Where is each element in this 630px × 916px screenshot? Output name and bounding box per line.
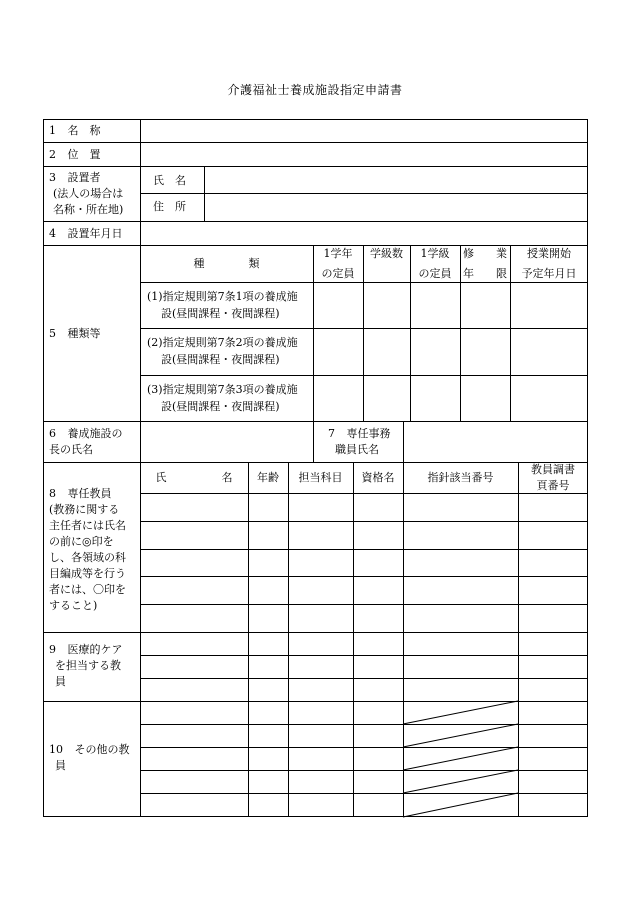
row1-text: 名 称 bbox=[67, 124, 101, 137]
row8-note-6: 者には、〇印を bbox=[49, 583, 126, 596]
row10-label-2: 員 bbox=[55, 759, 66, 772]
slash-line bbox=[403, 701, 518, 724]
row5-number: 5 bbox=[49, 327, 56, 340]
row3-label bbox=[49, 169, 101, 186]
page-number-header-1: 教員調書 bbox=[531, 463, 575, 476]
row8-note-1: (教務に関する bbox=[49, 503, 120, 516]
slash-line bbox=[403, 747, 518, 770]
clerk-name-field[interactable] bbox=[404, 422, 587, 462]
row6-text-1: 養成施設の bbox=[67, 427, 123, 440]
start-date-header-1: 授業開始 bbox=[527, 247, 571, 260]
row8-note-3: の前に◎印を bbox=[49, 535, 114, 548]
row7-label-2: 職員氏名 bbox=[335, 443, 379, 456]
row8-note-2: 主任者には氏名 bbox=[49, 519, 126, 532]
row2-text: 位 置 bbox=[67, 148, 101, 161]
type-3-line-1: (3)指定規則第7条3項の養成施 bbox=[147, 383, 298, 396]
class-capacity-header-2: の定員 bbox=[418, 267, 452, 280]
row10-number: 10 bbox=[49, 743, 63, 756]
establishment-date-field[interactable] bbox=[141, 222, 587, 245]
founder-name-label: 氏 名 bbox=[153, 174, 186, 187]
type-column-header: 種 類 bbox=[193, 257, 260, 270]
subject-header: 担当科目 bbox=[298, 471, 343, 484]
study-period-header-1: 修 業 bbox=[463, 247, 507, 260]
row9-label-1 bbox=[49, 641, 123, 658]
row8-text: 専任教員 bbox=[67, 487, 112, 500]
type-1-line-2: 設(昼間課程・夜間課程) bbox=[161, 307, 280, 320]
row7-label-1 bbox=[328, 425, 391, 442]
row10-label-1 bbox=[49, 741, 130, 758]
row8-label bbox=[49, 485, 112, 502]
type-2-line-2: 設(昼間課程・夜間課程) bbox=[161, 353, 280, 366]
row6-label-1 bbox=[49, 425, 123, 442]
teacher-name-header: 氏 名 bbox=[155, 471, 233, 484]
founder-name-field[interactable] bbox=[205, 167, 587, 193]
row10-text-1: その他の教 bbox=[74, 743, 130, 756]
document-title: 介護福祉士養成施設指定申請書 bbox=[227, 83, 403, 97]
row2-label bbox=[49, 146, 101, 163]
row5-label bbox=[49, 325, 101, 342]
study-period-header-2: 年 限 bbox=[463, 267, 507, 280]
row8-note-5: 目編成等を行う bbox=[49, 567, 126, 580]
capacity-header-1: 1学年 bbox=[323, 247, 353, 260]
type-1-line-1: (1)指定規則第7条1項の養成施 bbox=[147, 290, 298, 303]
slash-line bbox=[403, 793, 518, 817]
row5-text: 種類等 bbox=[67, 327, 101, 340]
application-form-table bbox=[43, 119, 588, 817]
row7-number: 7 bbox=[328, 427, 335, 440]
row9-label-3: 員 bbox=[55, 675, 66, 688]
row1-number: 1 bbox=[49, 124, 56, 137]
qualification-header: 資格名 bbox=[361, 471, 395, 484]
row9-number: 9 bbox=[49, 643, 56, 656]
row7-text-1: 専任事務 bbox=[346, 427, 391, 440]
row8-note-4: し、各領域の科 bbox=[49, 551, 126, 564]
start-date-header-2: 予定年月日 bbox=[521, 267, 577, 280]
row3-number: 3 bbox=[49, 171, 56, 184]
row6-label-2: 長の氏名 bbox=[49, 443, 93, 456]
type-2-line-1: (2)指定規則第7条2項の養成施 bbox=[147, 336, 298, 349]
name-field[interactable] bbox=[141, 120, 587, 141]
row3-note-1: (法人の場合は bbox=[53, 187, 124, 200]
row9-text-1: 医療的ケア bbox=[67, 643, 123, 656]
row9-label-2: を担当する教 bbox=[55, 659, 121, 672]
founder-address-field[interactable] bbox=[205, 194, 587, 221]
row6-number: 6 bbox=[49, 427, 56, 440]
class-capacity-header-1: 1学級 bbox=[420, 247, 450, 260]
row3-note-2: 名称・所在地) bbox=[53, 203, 124, 216]
row1-label bbox=[49, 122, 101, 139]
row8-number: 8 bbox=[49, 487, 56, 500]
director-name-field[interactable] bbox=[141, 422, 313, 462]
row4-text: 設置年月日 bbox=[67, 227, 123, 240]
page-number-header-2: 頁番号 bbox=[536, 479, 570, 492]
row4-number: 4 bbox=[49, 227, 56, 240]
row2-number: 2 bbox=[49, 148, 56, 161]
row3-text: 設置者 bbox=[67, 171, 101, 184]
slash-line bbox=[403, 724, 518, 747]
row8-note-7: すること) bbox=[49, 599, 98, 612]
founder-address-label: 住 所 bbox=[153, 200, 186, 213]
location-field[interactable] bbox=[141, 143, 587, 165]
slash-line bbox=[403, 770, 518, 793]
class-count-header: 学級数 bbox=[370, 247, 403, 260]
guideline-number-header: 指針該当番号 bbox=[427, 471, 494, 484]
row4-label bbox=[49, 225, 123, 242]
type-3-line-2: 設(昼間課程・夜間課程) bbox=[161, 400, 280, 413]
age-header: 年齢 bbox=[257, 471, 279, 484]
capacity-header-2: の定員 bbox=[321, 267, 355, 280]
